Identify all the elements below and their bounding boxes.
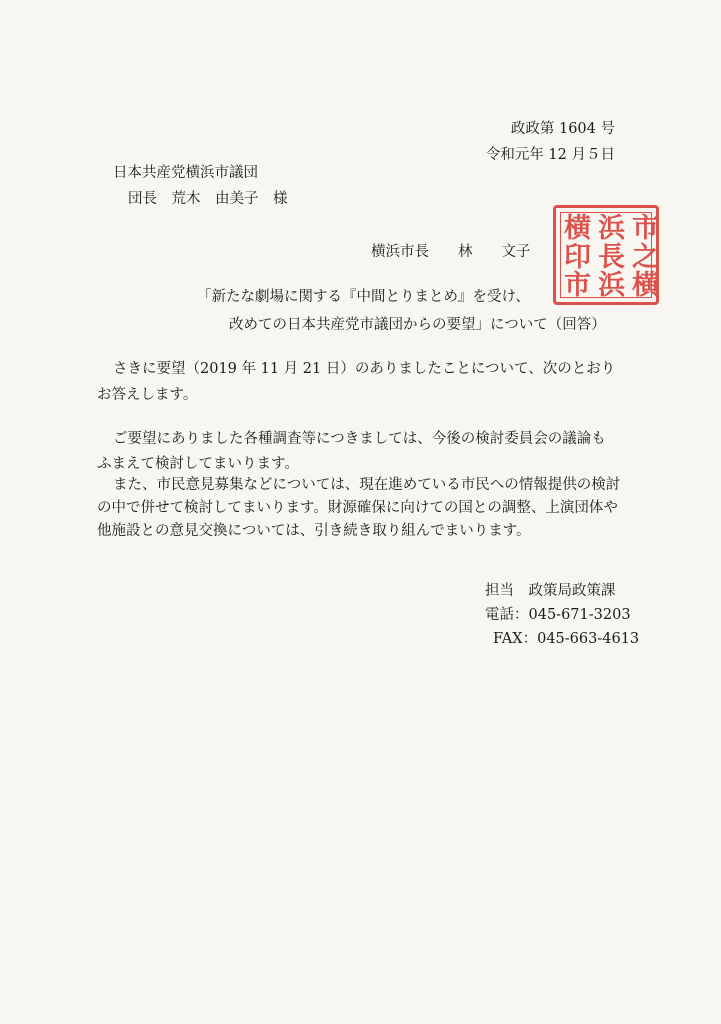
contact-fax: FAX：045-663-4613 [493,631,640,647]
seal-char: 市 [564,270,591,301]
seal-char: 横 [632,270,659,301]
body-paragraph-3-line-3: 他施設との意見交換については、引き続き取り組んでまいります。 [97,523,531,539]
subject-line-1: 「新たな劇場に関する『中間とりまとめ』を受け、 [197,289,530,305]
seal-char: 市 [632,213,659,244]
document-date: 令和元年 12 月５日 [485,147,615,163]
subject-line-2: 改めての日本共産党市議団からの要望」について（回答） [229,317,606,333]
recipient-name: 団長 荒木 由美子 様 [128,191,288,207]
body-paragraph-1-line-1: さきに要望（2019 年 11 月 21 日）のありましたことについて、次のとおり [113,361,616,377]
body-paragraph-3-line-1: また、市民意見募集などについては、現在進めている市民への情報提供の検討 [113,477,621,493]
contact-phone: 電話：045-671-3203 [485,607,631,623]
body-paragraph-2-line-2: ふまえて検討してまいります。 [97,456,299,472]
official-seal [553,205,659,305]
seal-char: 長 [598,242,625,273]
seal-char: 之 [632,242,659,273]
seal-char: 浜 [598,213,625,244]
seal-char: 横 [564,213,591,244]
body-paragraph-3-line-2: の中で併せて検討してまいります。財源確保に向けての国との調整、上演団体や [97,500,618,516]
document-number: 政政第 1604 号 [510,121,615,137]
contact-department: 担当 政策局政策課 [485,583,616,599]
recipient-organization: 日本共産党横浜市議団 [113,165,258,181]
body-paragraph-2-line-1: ご要望にありました各種調査等につきましては、今後の検討委員会の議論も [113,431,606,447]
seal-char: 浜 [598,270,625,301]
seal-char: 印 [564,242,591,273]
body-paragraph-1-line-2: お答えします。 [97,387,198,403]
sender-name: 横浜市長 林 文子 [371,244,531,260]
